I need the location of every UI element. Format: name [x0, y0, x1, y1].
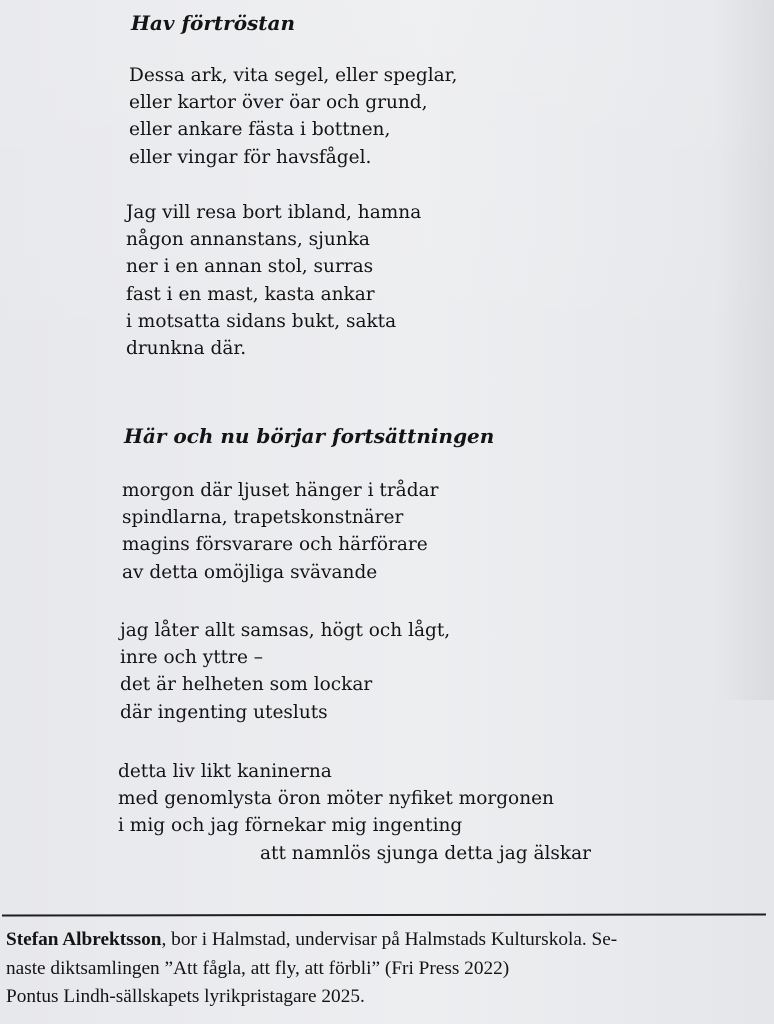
poem-line: i motsatta sidans bukt, sakta — [126, 310, 397, 332]
poem-line: morgon där ljuset hänger i trådar — [122, 480, 439, 501]
poem-line: ner i en annan stol, surras — [126, 256, 374, 278]
bio-line: naste diktsamlingen ”Att fågla, att fly, att förbli” (Fri Press 2022) — [6, 957, 510, 979]
author-name: Stefan Albrektsson — [6, 929, 162, 950]
poem-line: magins försvarare och härförare — [122, 534, 428, 556]
bio-text: , bor i Halmstad, undervisar på Halmstads Kulturskola. Se- — [161, 929, 618, 950]
bio-line: Pontus Lindh-sällskapets lyrikpristagare 2025. — [6, 986, 365, 1007]
poem-title: Här och nu börjar fortsättningen — [124, 424, 495, 448]
poem-title: Hav förtröstan — [131, 11, 296, 35]
stanza — [120, 617, 450, 726]
poem-line: i mig och jag förnekar mig ingenting — [118, 815, 463, 837]
page-shadow — [714, 0, 774, 700]
author-bio — [6, 926, 770, 1012]
bio-line — [6, 926, 770, 955]
poem-line: Dessa ark, vita segel, eller speglar, — [129, 65, 458, 86]
poem-line: jag låter allt samsas, högt och lågt, — [120, 620, 451, 641]
poem-line: drunkna där. — [126, 338, 247, 360]
poem-line: inre och yttre – — [120, 647, 264, 669]
poem-line: Jag vill resa bort ibland, hamna — [126, 202, 422, 223]
poem-line: fast i en mast, kasta ankar — [126, 283, 375, 305]
poem-line: eller vingar för havsfågel. — [129, 146, 372, 168]
poem-line: där ingenting utesluts — [120, 701, 328, 723]
divider-rule — [2, 913, 766, 916]
poem-line: eller ankare fästa i bottnen, — [129, 119, 391, 141]
poem-line: med genomlysta öron möter nyfiket morgonen — [118, 788, 554, 810]
poem-line: att namnlös sjunga detta jag älskar — [260, 842, 592, 864]
stanza — [126, 199, 421, 362]
stanza — [129, 62, 457, 171]
poem-line: av detta omöjliga svävande — [122, 561, 378, 583]
poem-line: någon annanstans, sjunka — [126, 229, 370, 251]
poem-line: det är helheten som lockar — [120, 674, 373, 696]
stanza — [118, 758, 591, 867]
poem-line: eller kartor över öar och grund, — [129, 92, 428, 114]
poem-line: spindlarna, trapetskonstnärer — [122, 507, 404, 529]
poem-line: detta liv likt kaninerna — [118, 761, 332, 782]
stanza — [122, 477, 438, 586]
